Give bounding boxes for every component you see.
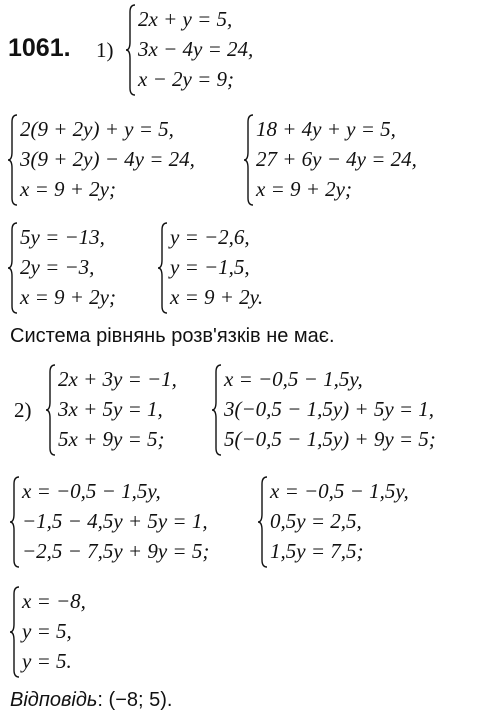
sys2-row: 2(9 + 2y) + y = 5, bbox=[20, 117, 174, 141]
part1-label: 1) bbox=[96, 38, 114, 62]
brace-icon bbox=[46, 364, 56, 456]
brace-icon bbox=[244, 114, 254, 206]
brace-icon bbox=[8, 114, 18, 206]
system-10 bbox=[10, 586, 120, 678]
sys8-row: x = −0,5 − 1,5y, bbox=[22, 479, 161, 503]
sys10-row: y = 5, bbox=[22, 619, 72, 643]
answer bbox=[10, 688, 172, 713]
sys8-row: −1,5 − 4,5y + 5y = 1, bbox=[22, 509, 208, 533]
system-5 bbox=[158, 222, 298, 314]
sys10-row: y = 5. bbox=[22, 649, 72, 673]
sys7-row: x = −0,5 − 1,5y, bbox=[224, 367, 363, 391]
brace-icon bbox=[158, 222, 168, 314]
problem-number: 1061. bbox=[8, 34, 71, 62]
system-3 bbox=[244, 114, 476, 206]
sys3-row: 27 + 6y − 4y = 24, bbox=[256, 147, 417, 171]
sys5-row: y = −2,6, bbox=[170, 225, 250, 249]
system-4 bbox=[8, 222, 156, 314]
sys6-row: 3x + 5y = 1, bbox=[58, 397, 163, 421]
brace-icon bbox=[8, 222, 18, 314]
system-6 bbox=[46, 364, 214, 456]
sys7-row: 5(−0,5 − 1,5y) + 9y = 5; bbox=[224, 427, 436, 451]
sys1-row: 2x + y = 5, bbox=[138, 7, 233, 31]
brace-icon bbox=[10, 586, 20, 678]
sys6-row: 2x + 3y = −1, bbox=[58, 367, 177, 391]
sys8-row: −2,5 − 7,5y + 9y = 5; bbox=[22, 539, 210, 563]
sys2-row: x = 9 + 2y; bbox=[20, 177, 116, 201]
sys10-row: x = −8, bbox=[22, 589, 86, 613]
conclusion-text: Система рівнянь розв'язків не має. bbox=[10, 325, 335, 347]
system-2 bbox=[8, 114, 248, 206]
sys1-row: x − 2y = 9; bbox=[138, 67, 234, 91]
answer-value: : (−8; 5). bbox=[97, 689, 173, 711]
system-7 bbox=[212, 364, 480, 456]
sys5-row: x = 9 + 2y. bbox=[170, 285, 264, 309]
sys6-row: 5x + 9y = 5; bbox=[58, 427, 165, 451]
sys1-row: 3x − 4y = 24, bbox=[138, 37, 254, 61]
sys9-row: 0,5y = 2,5, bbox=[270, 509, 362, 533]
sys3-row: x = 9 + 2y; bbox=[256, 177, 352, 201]
sys5-row: y = −1,5, bbox=[170, 255, 250, 279]
part2-label: 2) bbox=[14, 398, 32, 422]
brace-icon bbox=[212, 364, 222, 456]
sys4-row: 5y = −13, bbox=[20, 225, 105, 249]
system-1 bbox=[126, 4, 306, 96]
brace-icon bbox=[258, 476, 268, 568]
sys9-row: 1,5y = 7,5; bbox=[270, 539, 364, 563]
sys4-row: 2y = −3, bbox=[20, 255, 95, 279]
sys7-row: 3(−0,5 − 1,5y) + 5y = 1, bbox=[224, 397, 435, 421]
system-8 bbox=[10, 476, 254, 568]
brace-icon bbox=[10, 476, 20, 568]
sys3-row: 18 + 4y + y = 5, bbox=[256, 117, 396, 141]
sys9-row: x = −0,5 − 1,5y, bbox=[270, 479, 409, 503]
sys4-row: x = 9 + 2y; bbox=[20, 285, 116, 309]
brace-icon bbox=[126, 4, 136, 96]
answer-label: Відповідь bbox=[10, 689, 98, 711]
sys2-row: 3(9 + 2y) − 4y = 24, bbox=[20, 147, 195, 171]
system-9 bbox=[258, 476, 454, 568]
